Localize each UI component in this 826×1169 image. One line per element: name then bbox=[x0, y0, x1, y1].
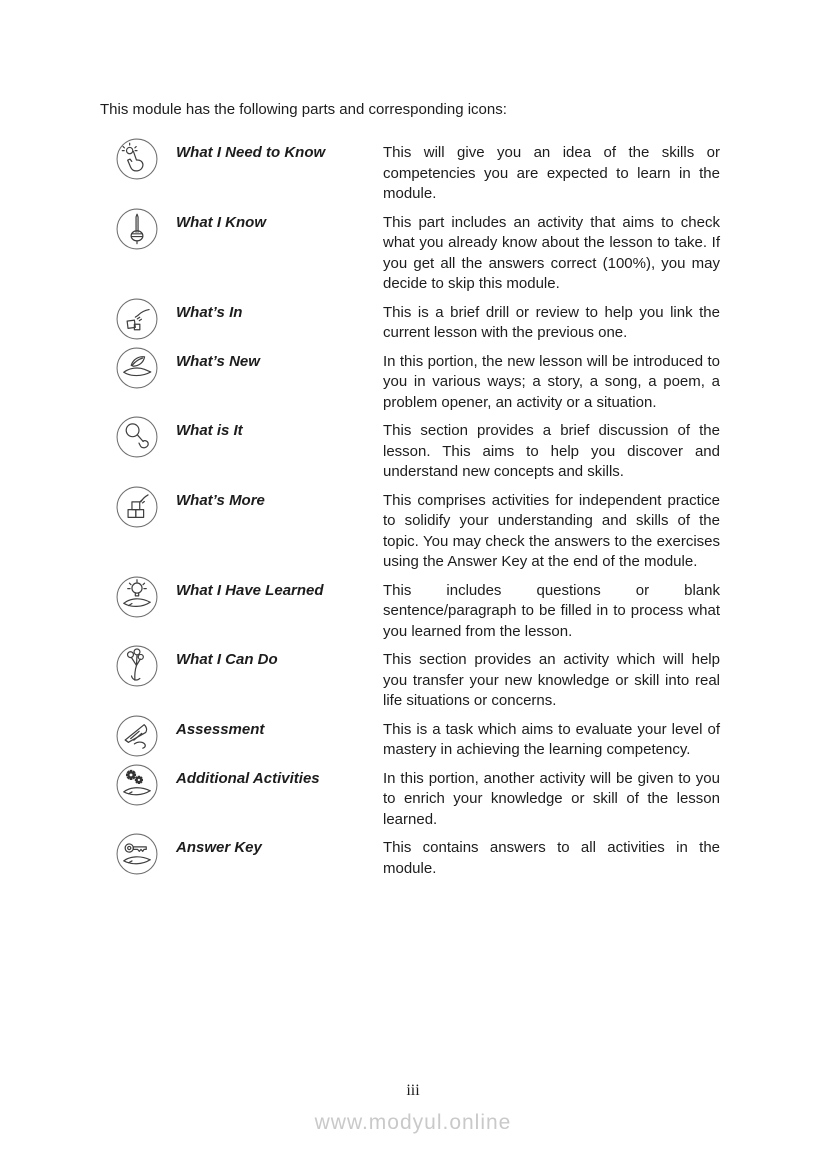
key-over-hand-icon bbox=[116, 833, 158, 875]
module-part-row bbox=[100, 838, 720, 879]
module-part-label: What’s In bbox=[176, 303, 243, 321]
module-part-row bbox=[100, 720, 720, 761]
module-part-label: What’s New bbox=[176, 352, 260, 370]
module-part-row bbox=[100, 352, 720, 414]
module-part-description: This includes questions or blank sentence/paragraph to be filled in to process what you learned from the lesson. bbox=[383, 581, 720, 640]
module-part-row bbox=[100, 421, 720, 483]
module-part-description: In this portion, the new lesson will be introduced to you in various ways; a story, a song, a poem, a problem opener, an activity or a situation. bbox=[383, 352, 720, 411]
module-part-description: This will give you an idea of the skills or competencies you are expected to learn in the module. bbox=[383, 144, 720, 202]
module-part-description: This is a task which aims to evaluate your level of mastery in achieving the learning competency. bbox=[383, 720, 720, 758]
intro-text: This module has the following parts and corresponding icons: bbox=[100, 101, 507, 118]
module-part-row bbox=[100, 143, 720, 205]
hand-stacking-blocks-icon bbox=[116, 486, 158, 528]
module-part-row bbox=[100, 213, 720, 295]
module-parts-list bbox=[100, 143, 720, 879]
module-part-row bbox=[100, 581, 720, 643]
module-part-row bbox=[100, 491, 720, 573]
module-part-description: This section provides a brief discussion of the lesson. This aims to help you discover and understand new concepts and skills. bbox=[383, 422, 720, 480]
page-content bbox=[100, 100, 720, 887]
module-part-row bbox=[100, 303, 720, 344]
module-part-label: What is It bbox=[176, 422, 243, 439]
module-part-label: What I Can Do bbox=[176, 651, 278, 668]
hand-holding-leaf-icon bbox=[116, 347, 158, 389]
module-part-label: Assessment bbox=[176, 720, 265, 738]
hand-with-blocks-icon bbox=[116, 298, 158, 340]
module-part-label: What I Have Learned bbox=[176, 581, 324, 599]
module-part-description: This part includes an activity that aims to check what you already know about the lesson to take. If you get all the answers correct (100%), you may decide to skip this module. bbox=[383, 213, 720, 292]
module-part-label: Additional Activities bbox=[176, 769, 320, 787]
lightbulb-over-hand-icon bbox=[116, 576, 158, 618]
module-part-description: This is a brief drill or review to help you link the current lesson with the previous one. bbox=[383, 303, 720, 341]
hand-holding-pencil-icon bbox=[116, 208, 158, 250]
module-part-label: What I Know bbox=[176, 213, 266, 231]
quill-pen-icon bbox=[116, 715, 158, 757]
module-part-description: This contains answers to all activities in the module. bbox=[383, 839, 720, 877]
module-part-label: What I Need to Know bbox=[176, 144, 326, 161]
page-number: iii bbox=[406, 1082, 420, 1099]
module-part-description: In this portion, another activity will be given to you to enrich your knowledge or skill of the lesson learned. bbox=[383, 769, 720, 828]
module-part-description: This section provides an activity which will help you transfer your new knowledge or skill into real life situations or concerns. bbox=[383, 651, 720, 709]
module-part-row bbox=[100, 769, 720, 831]
module-part-label: Answer Key bbox=[176, 839, 262, 856]
module-part-description: This comprises activities for independent practice to solidify your understanding and skills of the topic. You may check the answers to the exercises using the Answer Key at the end of the module. bbox=[383, 491, 720, 570]
module-part-row bbox=[100, 650, 720, 712]
watermark-text: www.modyul.online bbox=[314, 1111, 512, 1134]
module-part-label: What’s More bbox=[176, 491, 265, 509]
hand-pressing-button-icon bbox=[116, 138, 158, 180]
hand-holding-flowers-icon bbox=[116, 645, 158, 687]
gears-over-hand-icon bbox=[116, 764, 158, 806]
magnifying-glass-icon bbox=[116, 416, 158, 458]
